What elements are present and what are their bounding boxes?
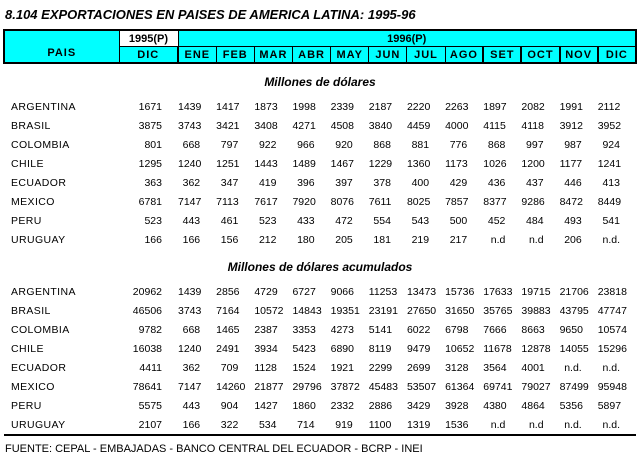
value-cell: 1439 xyxy=(178,285,202,298)
value-cell: 1177 xyxy=(559,157,583,170)
value-cell: 13473 xyxy=(406,285,437,298)
value-cell: 206 xyxy=(564,233,582,246)
value-cell: 20962 xyxy=(132,285,162,298)
value-cell: 7147 xyxy=(178,195,202,208)
value-cell: 4000 xyxy=(445,119,469,132)
value-cell: 966 xyxy=(297,138,315,151)
value-cell: 3928 xyxy=(445,399,469,412)
value-cell: 3840 xyxy=(368,119,393,132)
value-cell: 2263 xyxy=(445,100,469,113)
value-cell: 166 xyxy=(144,233,162,246)
value-cell: 1671 xyxy=(138,100,162,113)
value-cell: 45483 xyxy=(368,380,398,393)
value-cell: 95948 xyxy=(597,380,627,393)
value-cell: 7857 xyxy=(445,195,469,208)
value-cell: 797 xyxy=(220,138,239,151)
value-cell: 8076 xyxy=(330,195,354,208)
value-cell: 4411 xyxy=(139,361,162,374)
value-cell: 1524 xyxy=(292,361,316,374)
value-cell: 7617 xyxy=(254,195,278,208)
value-cell: 39883 xyxy=(521,304,551,317)
value-cell: 6781 xyxy=(138,195,162,208)
country-name: COLOMBIA xyxy=(11,323,70,336)
table-row xyxy=(4,154,636,173)
value-cell: 1998 xyxy=(292,100,316,113)
value-cell: 1860 xyxy=(292,399,316,412)
value-cell: 8377 xyxy=(483,195,507,208)
value-cell: n.d. xyxy=(602,233,620,246)
value-cell: 53507 xyxy=(406,380,437,393)
value-cell: 16038 xyxy=(132,342,162,355)
col-header-month: OCT xyxy=(521,47,559,64)
table-row xyxy=(4,192,636,211)
section-title-row xyxy=(4,63,636,97)
value-cell: 437 xyxy=(526,176,544,189)
value-cell: 4380 xyxy=(483,399,507,412)
value-cell: 776 xyxy=(449,138,468,151)
value-cell: 156 xyxy=(220,233,239,246)
value-cell: n.d xyxy=(490,233,506,246)
value-cell: n.d. xyxy=(602,418,620,431)
value-cell: 2187 xyxy=(368,100,393,113)
country-name: PERU xyxy=(11,399,42,412)
value-cell: 78641 xyxy=(132,380,162,393)
table-row xyxy=(4,396,636,415)
value-cell: 35765 xyxy=(483,304,513,317)
value-cell: 1897 xyxy=(483,100,507,113)
value-cell: 46506 xyxy=(132,304,162,317)
value-cell: 446 xyxy=(564,176,582,189)
value-cell: 523 xyxy=(144,214,162,227)
value-cell: 3934 xyxy=(254,342,278,355)
value-cell: 397 xyxy=(335,176,353,189)
country-name: ECUADOR xyxy=(11,176,67,189)
value-cell: 400 xyxy=(411,176,430,189)
value-cell: 8663 xyxy=(521,323,545,336)
value-cell: 5423 xyxy=(292,342,316,355)
col-header-month: SET xyxy=(483,47,521,64)
value-cell: 920 xyxy=(335,138,353,151)
table-row xyxy=(4,339,636,358)
value-cell: 362 xyxy=(182,176,201,189)
value-cell: 8449 xyxy=(597,195,622,208)
value-cell: 1241 xyxy=(597,157,622,170)
value-cell: 10652 xyxy=(445,342,475,355)
value-cell: 181 xyxy=(373,233,391,246)
table-header xyxy=(4,30,636,63)
value-cell: 9782 xyxy=(138,323,162,336)
table-row xyxy=(4,211,636,230)
section-title: Millones de dólares xyxy=(264,75,376,89)
value-cell: 27650 xyxy=(406,304,437,317)
country-name: BRASIL xyxy=(11,304,51,317)
value-cell: 1991 xyxy=(559,100,583,113)
value-cell: n.d. xyxy=(564,418,582,431)
value-cell: 2491 xyxy=(216,342,240,355)
value-cell: 9650 xyxy=(559,323,583,336)
value-cell: 2112 xyxy=(597,100,621,113)
value-cell: 452 xyxy=(487,214,506,227)
value-cell: 347 xyxy=(220,176,239,189)
source-note: FUENTE: CEPAL - EMBAJADAS - BANCO CENTRAL DEL ECUADOR - BCRP - INEI xyxy=(5,443,423,455)
value-cell: 1417 xyxy=(216,100,240,113)
value-cell: 7920 xyxy=(292,195,316,208)
value-cell: 881 xyxy=(411,138,430,151)
value-cell: 43795 xyxy=(559,304,589,317)
value-cell: 362 xyxy=(182,361,201,374)
value-cell: 2387 xyxy=(254,323,278,336)
table-row xyxy=(4,377,636,396)
value-cell: 523 xyxy=(258,214,277,227)
value-cell: 1536 xyxy=(445,418,469,431)
col-header-month: MAY xyxy=(331,47,369,64)
value-cell: 714 xyxy=(297,418,315,431)
value-cell: 4118 xyxy=(521,119,544,132)
value-cell: 443 xyxy=(182,399,201,412)
value-cell: 541 xyxy=(602,214,620,227)
value-cell: 461 xyxy=(220,214,239,227)
col-header-month: JUL xyxy=(407,47,445,64)
value-cell: 212 xyxy=(258,233,277,246)
table-row xyxy=(4,301,636,320)
country-name: BRASIL xyxy=(11,119,51,132)
col-header-year-1995: 1995(P) xyxy=(119,30,178,47)
value-cell: 2082 xyxy=(521,100,545,113)
value-cell: 7164 xyxy=(216,304,240,317)
value-cell: 534 xyxy=(258,418,277,431)
value-cell: 436 xyxy=(487,176,506,189)
value-cell: 429 xyxy=(449,176,468,189)
country-name: ARGENTINA xyxy=(11,285,76,298)
value-cell: 4508 xyxy=(330,119,354,132)
value-cell: 3408 xyxy=(254,119,278,132)
value-cell: 15296 xyxy=(597,342,627,355)
exports-table xyxy=(3,29,637,436)
table-row xyxy=(4,415,636,435)
value-cell: 29796 xyxy=(292,380,322,393)
value-cell: 922 xyxy=(258,138,277,151)
value-cell: 3429 xyxy=(406,399,431,412)
value-cell: n.d xyxy=(528,233,544,246)
value-cell: 205 xyxy=(335,233,353,246)
value-cell: 6890 xyxy=(330,342,354,355)
value-cell: 7113 xyxy=(216,195,239,208)
value-cell: 443 xyxy=(182,214,201,227)
value-cell: 1026 xyxy=(483,157,507,170)
country-name: CHILE xyxy=(11,157,44,170)
value-cell: 61364 xyxy=(445,380,475,393)
year-header-row xyxy=(4,30,636,47)
value-cell: 5897 xyxy=(597,399,622,412)
table-row xyxy=(4,320,636,339)
value-cell: 166 xyxy=(182,418,201,431)
value-cell: 2856 xyxy=(216,285,240,298)
col-header-month: FEB xyxy=(216,47,254,64)
value-cell: 801 xyxy=(144,138,162,151)
value-cell: 217 xyxy=(449,233,468,246)
value-cell: 543 xyxy=(411,214,430,227)
col-header-month: JUN xyxy=(369,47,407,64)
value-cell: 4459 xyxy=(406,119,431,132)
value-cell: 1427 xyxy=(254,399,278,412)
value-cell: 2699 xyxy=(406,361,431,374)
value-cell: 396 xyxy=(297,176,315,189)
table-row xyxy=(4,135,636,154)
col-header-year-1996: 1996(P) xyxy=(178,30,636,47)
value-cell: 378 xyxy=(373,176,391,189)
value-cell: 7147 xyxy=(178,380,202,393)
value-cell: 493 xyxy=(564,214,582,227)
section-title: Millones de dólares acumulados xyxy=(227,260,413,274)
value-cell: 1319 xyxy=(406,418,431,431)
value-cell: 4729 xyxy=(254,285,278,298)
value-cell: 3952 xyxy=(597,119,622,132)
value-cell: 3743 xyxy=(178,304,202,317)
value-cell: 23191 xyxy=(368,304,398,317)
value-cell: n.d xyxy=(490,418,506,431)
country-name: COLOMBIA xyxy=(11,138,70,151)
value-cell: 12878 xyxy=(521,342,551,355)
value-cell: 6022 xyxy=(406,323,431,336)
value-cell: 69741 xyxy=(483,380,513,393)
value-cell: 3353 xyxy=(292,323,316,336)
value-cell: 2107 xyxy=(138,418,162,431)
value-cell: 8119 xyxy=(368,342,392,355)
value-cell: 1240 xyxy=(178,342,202,355)
value-cell: 919 xyxy=(335,418,353,431)
value-cell: 3421 xyxy=(216,119,240,132)
value-cell: 1173 xyxy=(445,157,468,170)
value-cell: 1251 xyxy=(216,157,240,170)
value-cell: 166 xyxy=(182,233,201,246)
table-row xyxy=(4,358,636,377)
value-cell: 5575 xyxy=(138,399,162,412)
country-name: PERU xyxy=(11,214,42,227)
value-cell: 1128 xyxy=(254,361,277,374)
value-cell: 21877 xyxy=(254,380,284,393)
value-cell: n.d. xyxy=(602,361,620,374)
value-cell: 1467 xyxy=(330,157,354,170)
value-cell: 868 xyxy=(373,138,391,151)
value-cell: 19351 xyxy=(330,304,360,317)
value-cell: 5356 xyxy=(559,399,583,412)
value-cell: 6727 xyxy=(292,285,316,298)
value-cell: 1921 xyxy=(330,361,354,374)
table-row xyxy=(4,230,636,249)
value-cell: 21706 xyxy=(559,285,589,298)
value-cell: 1229 xyxy=(368,157,393,170)
country-name: MEXICO xyxy=(11,380,55,393)
value-cell: 1200 xyxy=(521,157,545,170)
value-cell: 484 xyxy=(526,214,544,227)
value-cell: 1873 xyxy=(254,100,278,113)
value-cell: 1295 xyxy=(138,157,162,170)
value-cell: 9066 xyxy=(330,285,354,298)
value-cell: 10572 xyxy=(254,304,284,317)
col-header-month: DIC xyxy=(119,47,178,64)
value-cell: 17633 xyxy=(483,285,513,298)
value-cell: 3743 xyxy=(178,119,202,132)
country-name: URUGUAY xyxy=(11,233,66,246)
value-cell: 1489 xyxy=(292,157,316,170)
value-cell: 7611 xyxy=(368,195,392,208)
value-cell: 4001 xyxy=(521,361,545,374)
value-cell: 6798 xyxy=(445,323,469,336)
value-cell: 419 xyxy=(258,176,277,189)
value-cell: 11253 xyxy=(368,285,398,298)
value-cell: 47747 xyxy=(597,304,627,317)
value-cell: 1443 xyxy=(254,157,278,170)
value-cell: 363 xyxy=(144,176,162,189)
value-cell: 23818 xyxy=(597,285,627,298)
value-cell: 4115 xyxy=(483,119,506,132)
value-cell: 5141 xyxy=(368,323,393,336)
country-name: ARGENTINA xyxy=(11,100,76,113)
value-cell: 997 xyxy=(526,138,544,151)
value-cell: 79027 xyxy=(521,380,551,393)
value-cell: 3912 xyxy=(559,119,583,132)
value-cell: 9286 xyxy=(521,195,545,208)
value-cell: 2220 xyxy=(406,100,431,113)
value-cell: 31650 xyxy=(445,304,475,317)
value-cell: 904 xyxy=(220,399,239,412)
value-cell: 1439 xyxy=(178,100,202,113)
value-cell: 3564 xyxy=(483,361,507,374)
value-cell: 668 xyxy=(182,323,201,336)
col-header-pais: PAIS xyxy=(4,30,119,63)
value-cell: 1100 xyxy=(368,418,392,431)
value-cell: 433 xyxy=(297,214,315,227)
col-header-month: ABR xyxy=(292,47,330,64)
col-header-month: MAR xyxy=(254,47,292,64)
value-cell: 2886 xyxy=(368,399,393,412)
value-cell: 500 xyxy=(449,214,468,227)
country-name: URUGUAY xyxy=(11,418,66,431)
value-cell: 472 xyxy=(335,214,353,227)
col-header-month: DIC xyxy=(598,47,636,64)
table-row xyxy=(4,116,636,135)
table-row xyxy=(4,97,636,116)
value-cell: 87499 xyxy=(559,380,589,393)
value-cell: 668 xyxy=(182,138,201,151)
value-cell: 8025 xyxy=(406,195,431,208)
col-header-month: AGO xyxy=(445,47,483,64)
value-cell: 14055 xyxy=(559,342,589,355)
value-cell: 554 xyxy=(373,214,391,227)
country-name: MEXICO xyxy=(11,195,55,208)
value-cell: 3875 xyxy=(138,119,162,132)
section-title-row xyxy=(4,249,636,282)
table-row xyxy=(4,173,636,192)
value-cell: 8472 xyxy=(559,195,583,208)
value-cell: 15736 xyxy=(445,285,475,298)
value-cell: 868 xyxy=(487,138,506,151)
value-cell: 9479 xyxy=(406,342,431,355)
page-title: 8.104 EXPORTACIONES EN PAISES DE AMERICA LATINA: 1995-96 xyxy=(5,7,416,22)
col-header-month: NOV xyxy=(560,47,598,64)
country-name: ECUADOR xyxy=(11,361,67,374)
value-cell: 11678 xyxy=(483,342,512,355)
value-cell: 1240 xyxy=(178,157,202,170)
value-cell: 1360 xyxy=(406,157,431,170)
value-cell: 924 xyxy=(602,138,620,151)
value-cell: n.d. xyxy=(564,361,582,374)
value-cell: 2339 xyxy=(330,100,354,113)
value-cell: 219 xyxy=(411,233,430,246)
value-cell: 180 xyxy=(297,233,315,246)
table-body xyxy=(4,63,636,435)
value-cell: 2332 xyxy=(330,399,354,412)
value-cell: 4273 xyxy=(330,323,354,336)
value-cell: 987 xyxy=(564,138,582,151)
value-cell: 2299 xyxy=(368,361,393,374)
value-cell: 322 xyxy=(220,418,239,431)
value-cell: 19715 xyxy=(521,285,551,298)
value-cell: 3128 xyxy=(445,361,469,374)
country-name: CHILE xyxy=(11,342,44,355)
value-cell: 14843 xyxy=(292,304,322,317)
table-row xyxy=(4,282,636,301)
value-cell: n.d xyxy=(528,418,544,431)
value-cell: 413 xyxy=(602,176,620,189)
value-cell: 10574 xyxy=(597,323,627,336)
value-cell: 37872 xyxy=(330,380,360,393)
value-cell: 14260 xyxy=(216,380,246,393)
value-cell: 4864 xyxy=(521,399,545,412)
value-cell: 7666 xyxy=(483,323,507,336)
value-cell: 709 xyxy=(220,361,239,374)
value-cell: 1465 xyxy=(216,323,240,336)
col-header-month: ENE xyxy=(178,47,216,64)
value-cell: 4271 xyxy=(292,119,316,132)
